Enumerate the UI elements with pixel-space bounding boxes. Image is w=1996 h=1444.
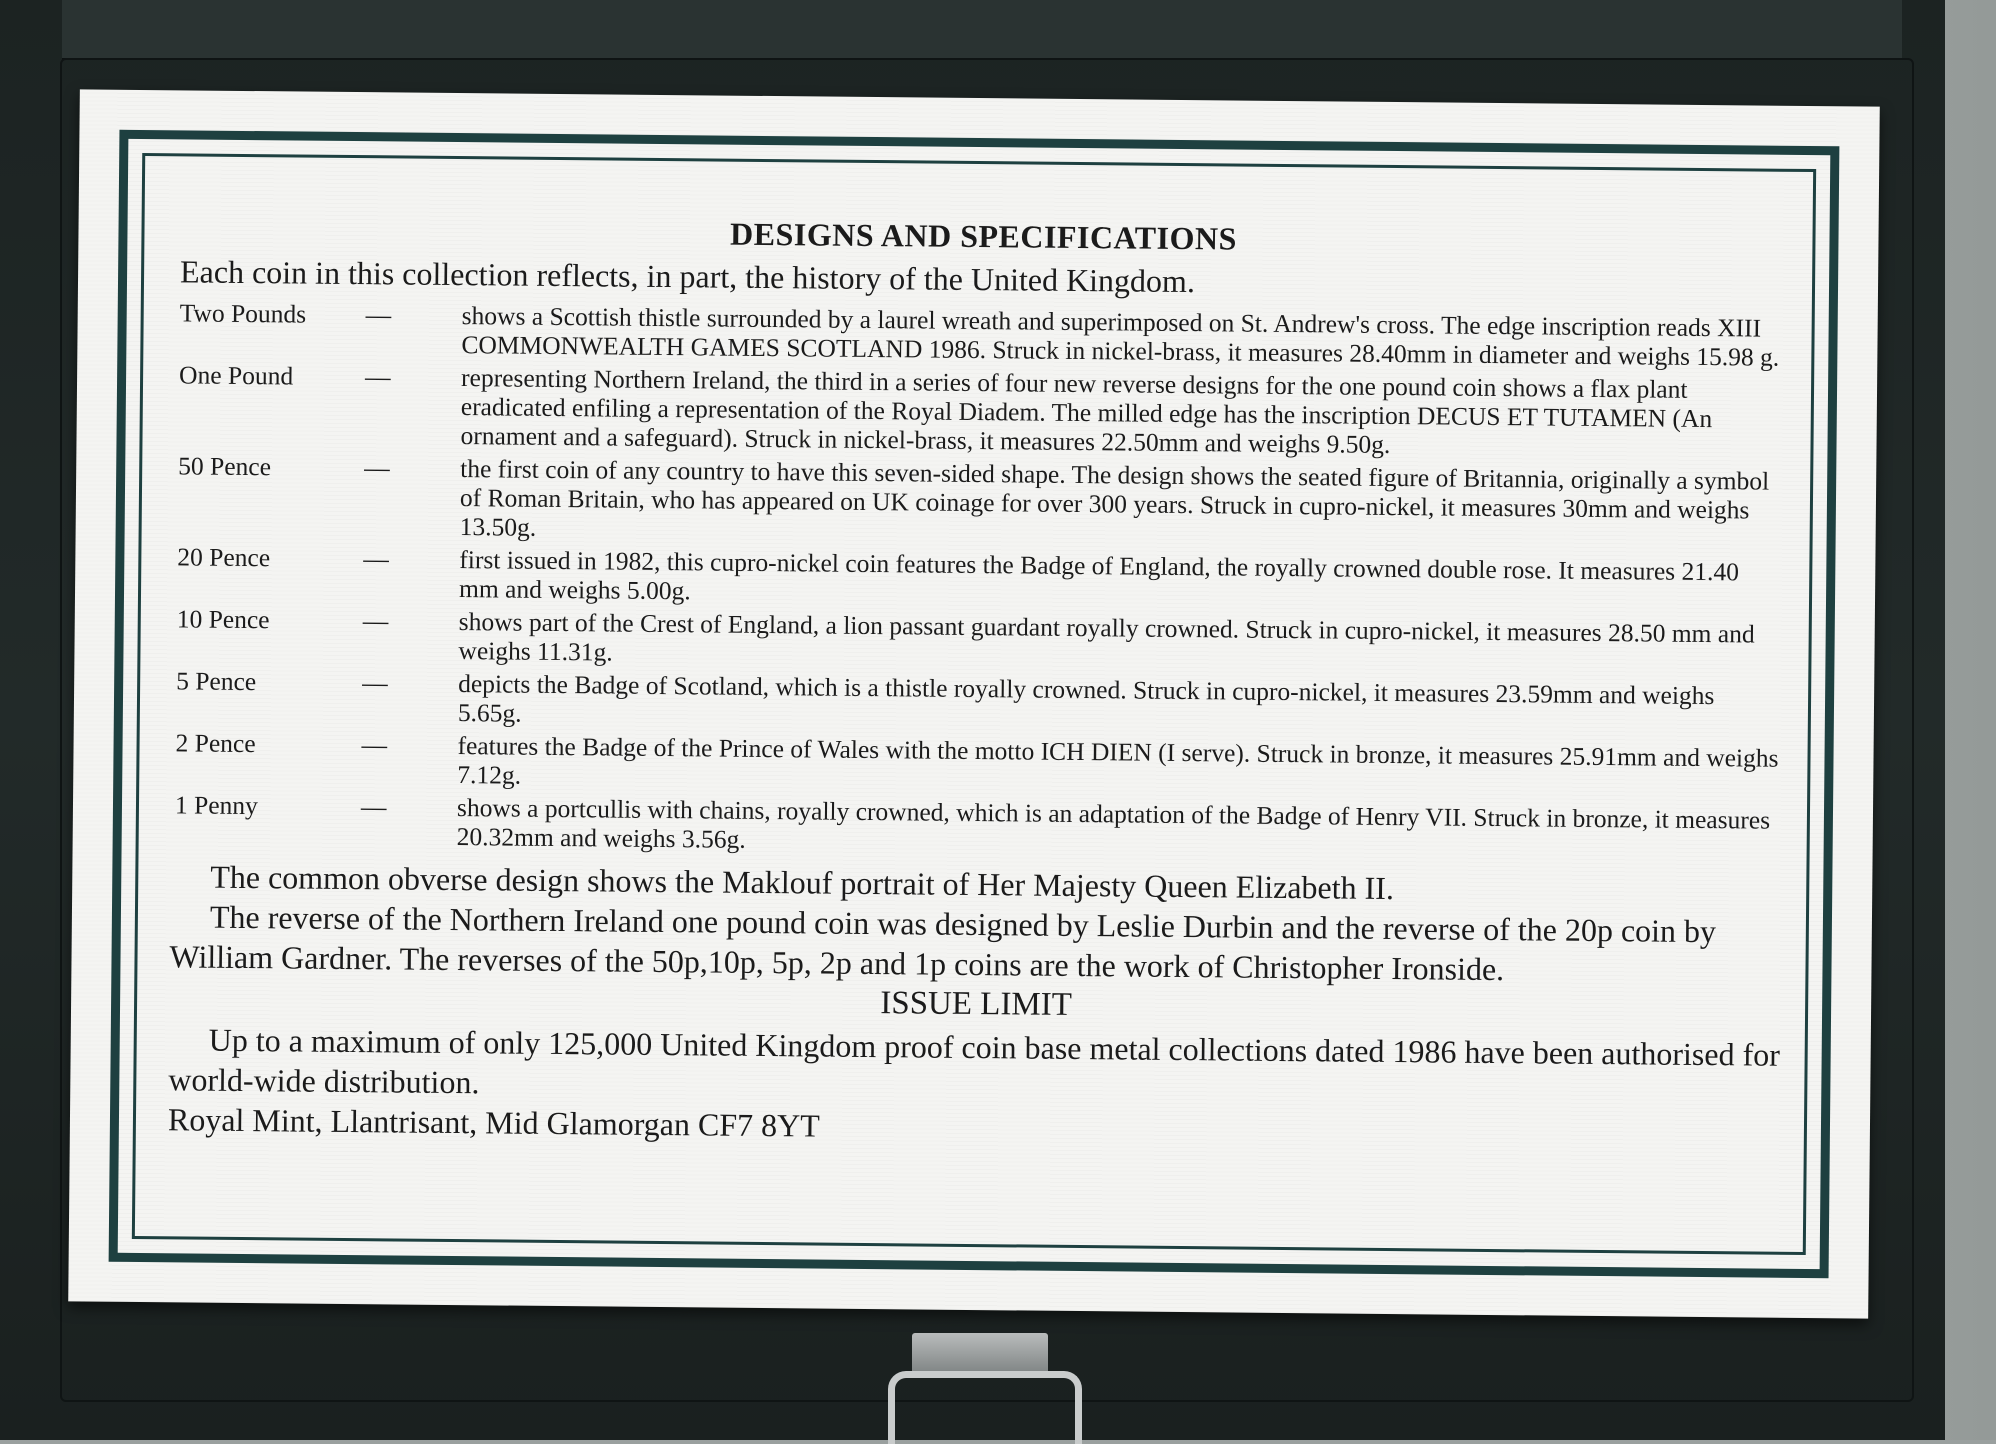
spec-dash: — [363,544,390,574]
issue-limit-paragraph: Up to a maximum of only 125,000 United Kingdom proof coin base metal collections dated 1986 have been authorised for world-wide distribution. [168,1021,1781,1101]
issue-limit-heading: ISSUE LIMIT [880,985,1073,1023]
spec-row [175,298,1789,371]
spec-text: shows part of the Crest of England, a lion passant guardant royally crowned. Struck in cupro-nickel, it measures 28.50 mm and weighs 11.31g. [458,607,1755,667]
spec-name: 50 Pence [178,451,272,482]
spec-name: Two Pounds [179,298,307,329]
obverse-paragraph: The common obverse design shows the Maklouf portrait of Her Majesty Queen Elizabeth II. [210,858,1395,907]
spec-row [171,790,1785,863]
card-frame-outer [109,130,1840,1278]
folder-top-flap [62,0,1902,60]
spec-dash: — [360,792,387,822]
spec-name: One Pound [178,360,294,391]
card-content [167,202,1791,1241]
clasp-plate [912,1333,1048,1375]
spec-dash: — [362,606,389,636]
spec-name: 10 Pence [176,604,270,635]
spec-dash: — [361,730,388,760]
clasp-loop [888,1371,1082,1444]
reverse-paragraph: The reverse of the Northern Ireland one pound coin was designed by Leslie Durbin and the reverse of the 20p coin by William Gardner. The reverses of the 50p,10p, 5p, 2p and 1p coins are the work of Christopher Ironside. [169,898,1717,988]
spec-row [173,542,1787,615]
spec-row [174,451,1789,553]
spec-name: 5 Pence [176,666,257,697]
spec-text: representing Northern Ireland, the third in a series of four new reverse designs for the one pound coin shows a flax plant eradicated enfiling a representation of the Royal Diadem. The milled edge has the inscription DECUS ET TUTAMEN (An ornament and a safeguard). Struck in nickel-brass, it measures 22.50mm and weighs 9.50g. [460,363,1713,459]
spec-text: shows a Scottish thistle surrounded by a laurel wreath and superimposed on St. Andrew's cross. The edge inscription reads XIII COMMONWEALTH GAMES SCOTLAND 1986. Struck in nickel-brass, it measures 28.40mm in diameter and weighs 15.98 g. [461,301,1780,372]
spec-row [172,604,1786,677]
spec-row [172,666,1786,739]
card-frame-inner [132,153,1816,1255]
spec-text: depicts the Badge of Scotland, which is a thistle royally crowned. Struck in cupro-nickel, it measures 23.59mm and weighs 5.65g. [457,669,1715,728]
spec-dash: — [364,362,391,392]
specification-card [68,89,1880,1318]
folder-clasp [910,1333,1050,1440]
spec-text: the first coin of any country to have this seven-sided shape. The design shows the seated figure of Britannia, originally a symbol of Roman Britain, who has appeared on UK coinage for over 300 years. Struck in cupro-nickel, it measures 30mm and weighs 13.50g. [459,454,1770,542]
card-title: DESIGNS AND SPECIFICATIONS [729,215,1238,257]
spec-text: features the Badge of the Prince of Wales with the motto ICH DIEN (I serve). Struck in bronze, it measures 25.91mm and weighs 7.12g. [457,731,1779,790]
spec-name: 20 Pence [177,542,271,573]
spec-name: 1 Penny [174,790,259,821]
spec-name: 2 Pence [175,728,256,759]
spec-dash: — [365,300,392,330]
mint-address: Royal Mint, Llantrisant, Mid Glamorgan CF7 8YT [167,1101,820,1144]
spec-row [171,728,1785,801]
spec-text: shows a portcullis with chains, royally crowned, which is an adaptation of the Badge of Henry VII. Struck in bronze, it measures 20.32mm and weighs 3.56g. [456,793,1771,854]
spec-row [174,360,1789,462]
spec-text: first issued in 1982, this cupro-nickel coin features the Badge of England, the royally crowned double rose. It measures 21.40 mm and weighs 5.00g. [458,545,1740,606]
spec-dash: — [362,668,388,698]
card-intro: Each coin in this collection reflects, in part, the history of the United Kingdom. [179,253,1196,300]
spec-dash: — [364,453,390,483]
